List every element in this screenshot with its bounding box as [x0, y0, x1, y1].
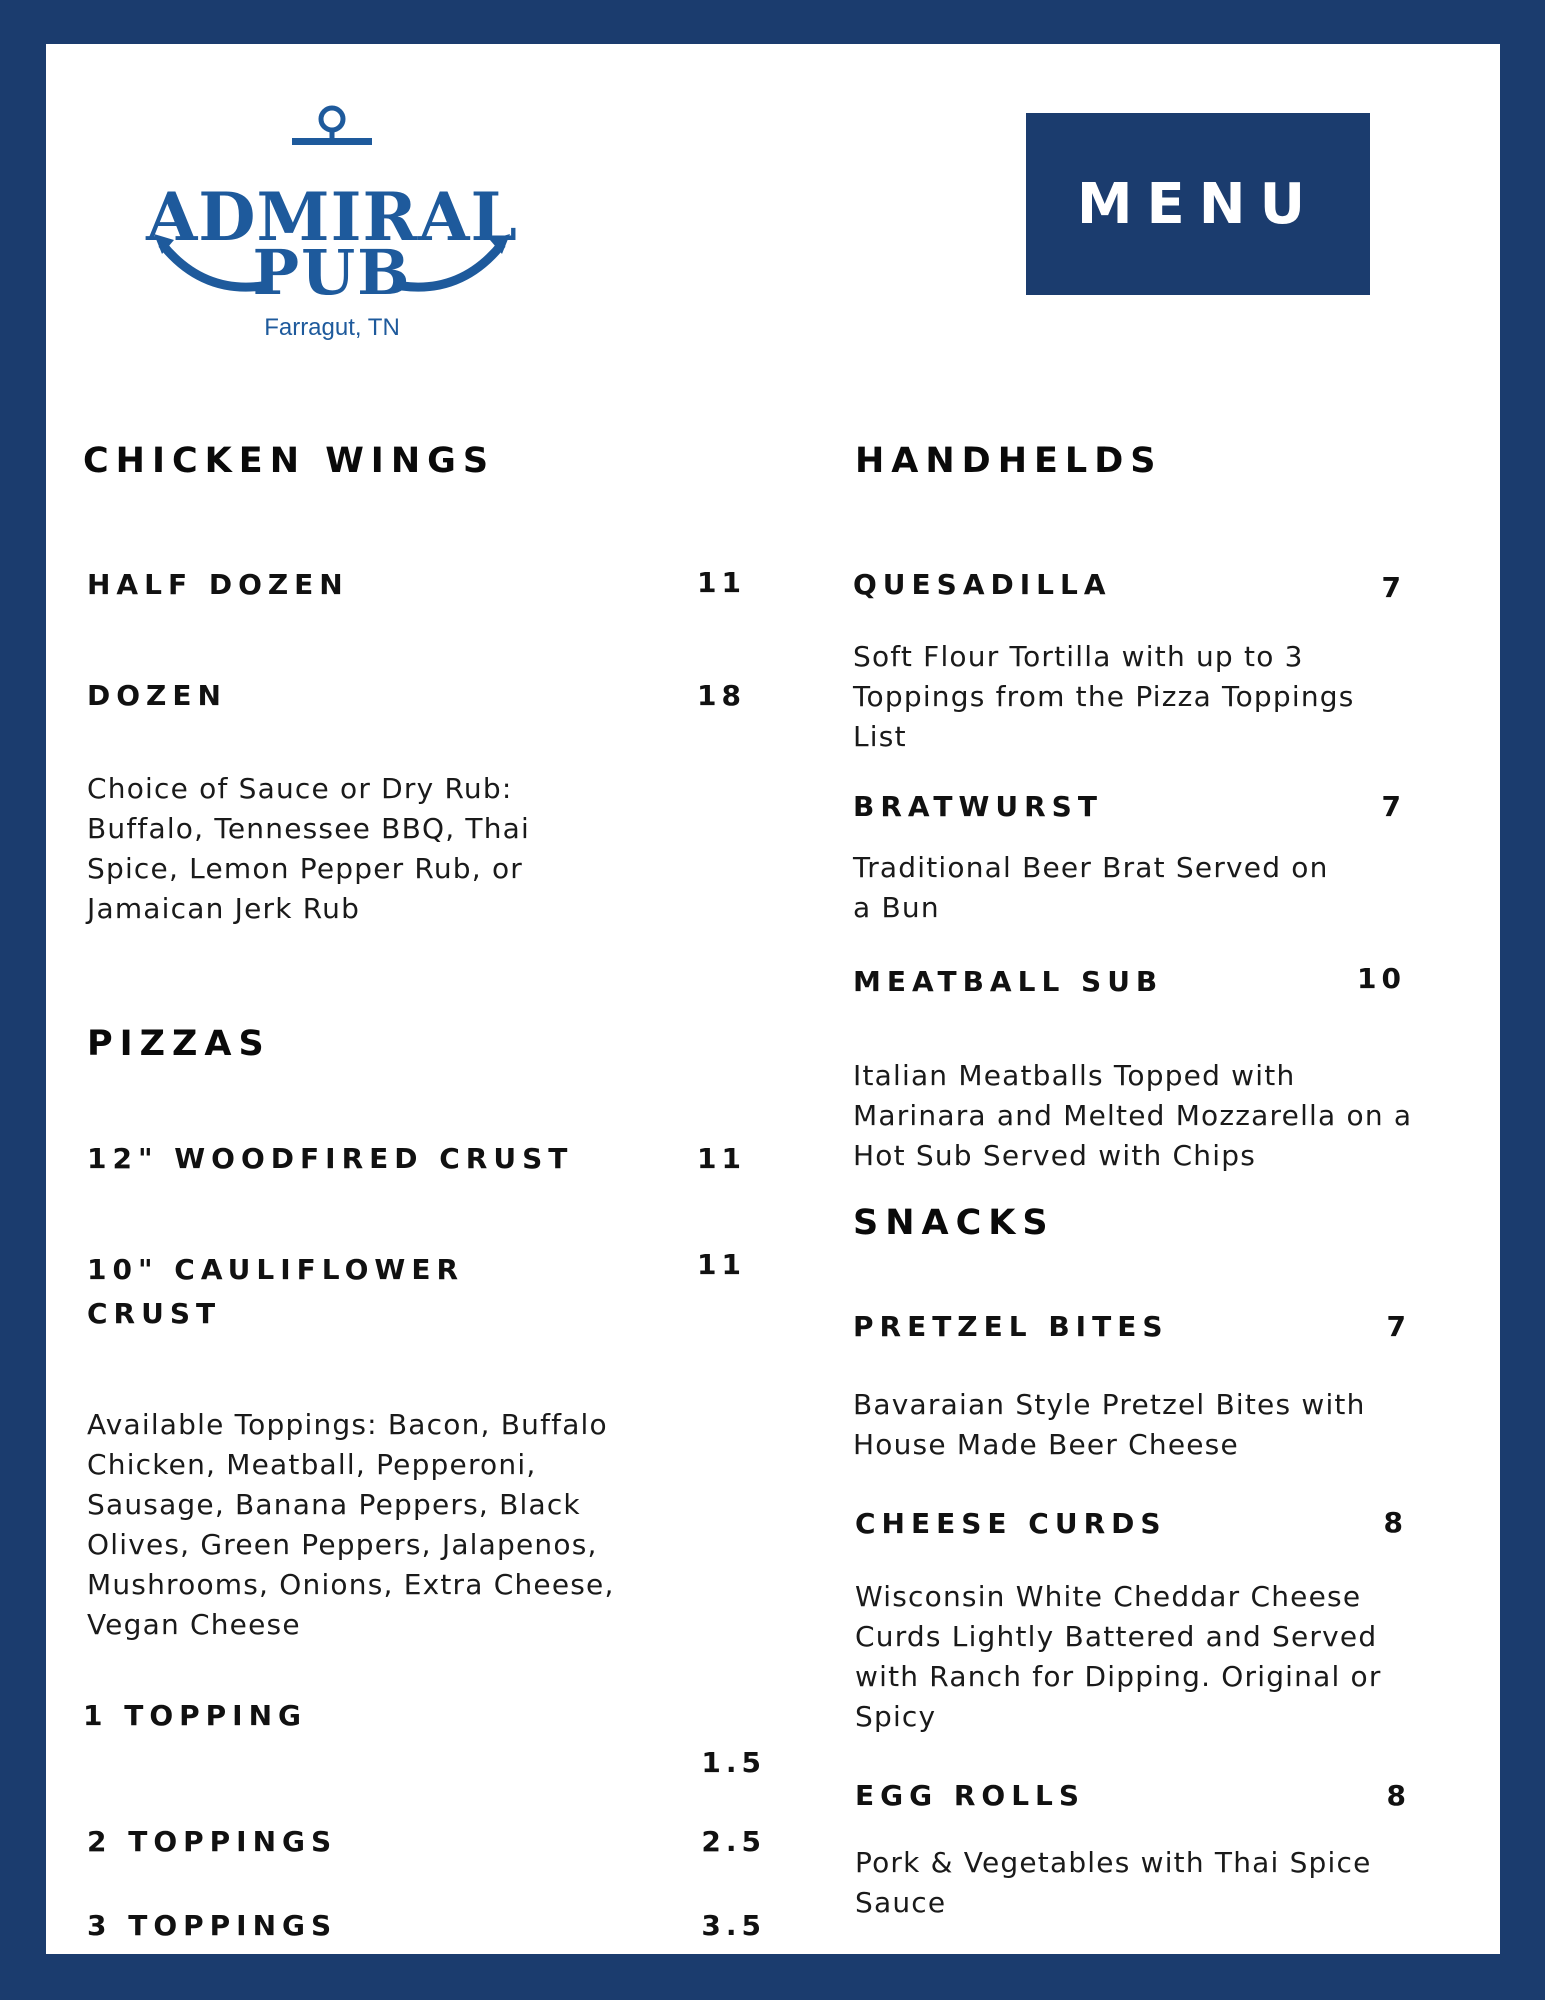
section-title-pizzas: PIZZAS: [87, 1024, 271, 1064]
item-name-bratwurst: BRATWURST: [853, 790, 1103, 823]
section-title-snacks: SNACKS: [853, 1203, 1055, 1243]
topping-name-3: 3 TOPPINGS: [87, 1909, 338, 1942]
quesadilla-description: Soft Flour Tortilla with up to 3 Toppings from the Pizza Toppings List: [853, 640, 1355, 753]
item-price-half-dozen: 11: [697, 566, 746, 599]
item-price-dozen: 18: [697, 679, 746, 712]
item-name-dozen: DOZEN: [87, 679, 227, 712]
cheese-curds-description: Wisconsin White Cheddar Cheese Curds Lightly Battered and Served with Ranch for Dipping. Original or Spicy: [855, 1580, 1382, 1733]
topping-price-3: 3.5: [701, 1909, 766, 1942]
item-name-egg-rolls: EGG ROLLS: [855, 1779, 1086, 1812]
menu-title-box: [1026, 113, 1370, 295]
item-name-cheese-curds: CHEESE CURDS: [855, 1507, 1167, 1540]
logo-location: Farragut, TN: [264, 314, 400, 341]
item-price-cauliflower-crust: 11: [697, 1248, 746, 1281]
item-price-quesadilla: 7: [1381, 571, 1406, 604]
item-price-pretzel-bites: 7: [1386, 1310, 1411, 1343]
item-name-meatball-sub: MEATBALL SUB: [853, 965, 1164, 998]
menu-title: MENU: [1076, 171, 1320, 237]
bratwurst-description: Traditional Beer Brat Served on a Bun: [853, 851, 1329, 924]
item-price-egg-rolls: 8: [1386, 1779, 1411, 1812]
menu-page: [46, 44, 1500, 1954]
item-name-cauliflower-crust: 10" CAULIFLOWER CRUST: [87, 1253, 464, 1330]
section-title-handhelds: HANDHELDS: [855, 441, 1163, 481]
item-name-half-dozen: HALF DOZEN: [87, 568, 349, 601]
item-name-woodfired-crust: 12" WOODFIRED CRUST: [87, 1142, 574, 1175]
topping-name-1: 1 TOPPING: [83, 1699, 308, 1732]
topping-name-2: 2 TOPPINGS: [87, 1825, 338, 1858]
item-price-bratwurst: 7: [1381, 790, 1406, 823]
item-name-pretzel-bites: PRETZEL BITES: [853, 1310, 1169, 1343]
logo-line-2: PUB: [252, 236, 412, 309]
item-price-cheese-curds: 8: [1383, 1506, 1408, 1539]
item-name-quesadilla: QUESADILLA: [853, 568, 1112, 601]
pretzel-bites-description: Bavaraian Style Pretzel Bites with House Made Beer Cheese: [853, 1388, 1366, 1461]
logo-line-1: ADMIRAL: [146, 178, 518, 256]
topping-price-2: 2.5: [701, 1825, 766, 1858]
item-price-woodfired-crust: 11: [697, 1142, 746, 1175]
item-price-meatball-sub: 10: [1357, 962, 1406, 995]
pizza-toppings-description: Available Toppings: Bacon, Buffalo Chicken, Meatball, Pepperoni, Sausage, Banana Peppers, Black Olives, Green Peppers, Jalapenos, Mushrooms, Onions, Extra Cheese, Vegan Cheese: [87, 1408, 615, 1641]
section-title-chicken-wings: CHICKEN WINGS: [83, 441, 496, 481]
wings-description: Choice of Sauce or Dry Rub: Buffalo, Tennessee BBQ, Thai Spice, Lemon Pepper Rub, or Jamaican Jerk Rub: [87, 772, 531, 925]
egg-rolls-description: Pork & Vegetables with Thai Spice Sauce: [855, 1846, 1372, 1919]
topping-price-1: 1.5: [701, 1746, 766, 1779]
admiral-pub-logo: [132, 94, 532, 341]
meatball-sub-description: Italian Meatballs Topped with Marinara and Melted Mozzarella on a Hot Sub Served with Chips: [853, 1059, 1413, 1172]
